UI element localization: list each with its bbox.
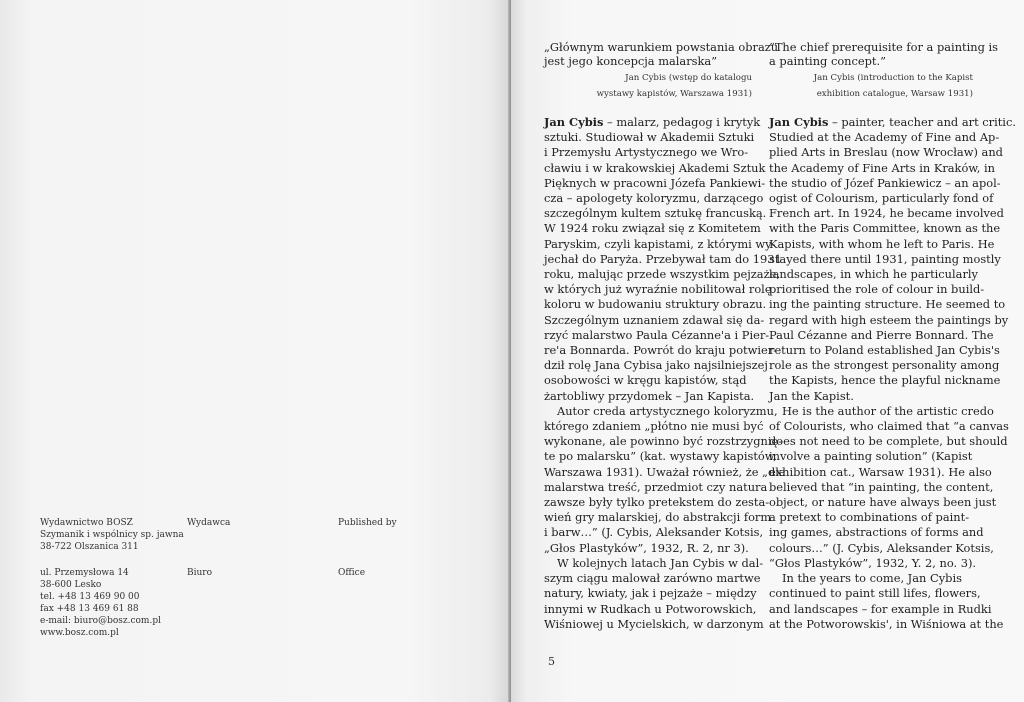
english-epigraph-source xyxy=(769,70,973,102)
text-line: Paul Cézanne and Pierre Bonnard. The xyxy=(769,327,994,342)
text-line: szym ciągu malował zarówno martwe xyxy=(544,571,761,586)
imprint-line: www.bosz.com.pl xyxy=(40,628,119,638)
text-line: ing games, abstractions of forms and xyxy=(769,525,984,540)
imprint-line: fax +48 13 469 61 88 xyxy=(40,604,139,614)
imprint-line: Szymanik i wspólnicy sp. jawna xyxy=(40,530,184,540)
imprint-line: 38-722 Olszanica 311 xyxy=(40,542,139,552)
text-line: jechał do Paryża. Przebywał tam do 1931 xyxy=(544,251,782,266)
polish-epigraph-source xyxy=(544,70,752,102)
text-line: W kolejnych latach Jan Cybis w dal- xyxy=(557,555,764,570)
text-line: of Colourists, who claimed that “a canvas xyxy=(769,419,1009,434)
text-line: wień gry malarskiej, do abstrakcji form xyxy=(544,510,772,525)
text-line: koloru w budowaniu struktury obrazu. xyxy=(544,297,767,312)
text-line: dził rolę Jana Cybisa jako najsilniejszej xyxy=(544,358,768,373)
text-line: W 1924 roku związał się z Komitetem xyxy=(544,221,761,236)
text-line: Kapists, with whom he left to Paris. He xyxy=(769,236,995,251)
author-name: Jan Cybis xyxy=(769,115,829,129)
source-line: Jan Cybis (introduction to the Kapist xyxy=(813,73,973,83)
right-page xyxy=(511,0,1024,702)
text-line: Paryskim, czyli kapistami, z którymi wy- xyxy=(544,236,776,251)
imprint-line: e-mail: biuro@bosz.com.pl xyxy=(40,616,161,626)
text-line: involve a painting solution” (Kapist xyxy=(769,449,973,464)
text-line: roku, malując przede wszystkim pejzaże, xyxy=(544,267,780,282)
text-line: i Przemysłu Artystycznego we Wro- xyxy=(544,145,749,160)
polish-column xyxy=(544,115,786,632)
text-line: innymi w Rudkach u Potworowskich, xyxy=(544,601,757,616)
epigraph-line: „Głównym warunkiem powstania obrazu xyxy=(544,40,779,54)
text-line: Studied at the Academy of Fine and Ap- xyxy=(769,130,1000,145)
text-line: with the Paris Committee, known as the xyxy=(769,221,1001,236)
text-line: the Kapists, hence the playful nickname xyxy=(769,373,1001,388)
text-line: regard with high esteem the paintings by xyxy=(769,312,1009,327)
text-line: He is the author of the artistic credo xyxy=(782,403,994,418)
text-line: i barw…” (J. Cybis, Aleksander Kotsis, xyxy=(544,525,764,540)
text-line: żartobliwy przydomek – Jan Kapista. xyxy=(544,388,755,403)
imprint-line: ul. Przemysłowa 14 xyxy=(40,568,129,578)
epigraph-line: a painting concept.” xyxy=(769,54,886,69)
polish-epigraph xyxy=(544,40,778,69)
text-line: and landscapes – for example in Rudki xyxy=(769,601,992,616)
text-line: landscapes, in which he particularly xyxy=(769,267,978,282)
imprint-line: tel. +48 13 469 90 00 xyxy=(40,592,140,602)
text-line: Autor creda artystycznego koloryzmu, xyxy=(557,403,778,418)
text-fragment: – painter, teacher and art critic. xyxy=(828,115,1016,129)
text-line: “Głos Plastyków”, 1932, Y. 2, no. 3). xyxy=(769,555,977,570)
label-published-by: Published by xyxy=(338,518,397,528)
epigraph-line: jest jego koncepcja malarska” xyxy=(544,54,718,69)
text-line: French art. In 1924, he became involved xyxy=(769,206,1004,221)
text-fragment: – malarz, pedagog i krytyk xyxy=(603,115,761,129)
text-line: ogist of Colourism, particularly fond of xyxy=(769,191,994,206)
text-line: colours…” (J. Cybis, Aleksander Kotsis, xyxy=(769,540,994,555)
left-page xyxy=(0,0,510,702)
text-line: wykonane, ale powinno być rozstrzygnię- xyxy=(544,434,783,449)
text-line: ing the painting structure. He seemed to xyxy=(769,297,1006,312)
text-line: szczególnym kultem sztukę francuską. xyxy=(544,206,767,221)
text-line: continued to paint still lifes, flowers, xyxy=(769,586,981,601)
label-biuro: Biuro xyxy=(187,568,213,578)
label-office: Office xyxy=(338,568,366,578)
text-line: natury, kwiaty, jak i pejzaże – między xyxy=(544,586,757,601)
text-line: osobowości w kręgu kapistów, stąd xyxy=(544,373,747,388)
address-block xyxy=(40,567,161,639)
text-line xyxy=(544,115,786,130)
text-line xyxy=(769,115,1016,130)
text-line: Pięknych w pracowni Józefa Pankiewi- xyxy=(544,175,766,190)
text-line: return to Poland established Jan Cybis's xyxy=(769,343,1000,358)
text-line: sztuki. Studiował w Akademii Sztuki xyxy=(544,130,755,145)
text-line: a pretext to combinations of paint- xyxy=(769,510,970,525)
imprint-line: Wydawnictwo BOSZ xyxy=(40,518,133,528)
source-line: wystawy kapistów, Warszawa 1931) xyxy=(596,89,752,99)
text-line: stayed there until 1931, painting mostly xyxy=(769,251,1001,266)
text-line: malarstwa treść, przedmiot czy natura xyxy=(544,479,768,494)
text-line: re'a Bonnarda. Powrót do kraju potwier- xyxy=(544,343,778,358)
text-line: te po malarsku” (kat. wystawy kapistów, xyxy=(544,449,777,464)
text-line: does not need to be complete, but should xyxy=(769,434,1008,449)
text-line: którego zdaniem „płótno nie musi być xyxy=(544,419,764,434)
source-line: exhibition catalogue, Warsaw 1931) xyxy=(816,89,973,99)
text-line: Szczególnym uznaniem zdawał się da- xyxy=(544,312,765,327)
text-line: the Academy of Fine Arts in Kraków, in xyxy=(769,160,995,175)
label-wydawca: Wydawca xyxy=(187,518,231,528)
epigraph-line: “The chief prerequisite for a painting is xyxy=(769,40,998,54)
text-line: „Głos Plastyków”, 1932, R. 2, nr 3). xyxy=(544,540,749,555)
text-line: object, or nature have always been just xyxy=(769,495,997,510)
english-epigraph xyxy=(769,40,998,69)
text-line: at the Potworowskis', in Wiśniowa at the xyxy=(769,616,1004,631)
text-line: prioritised the role of colour in build- xyxy=(769,282,985,297)
text-line: rzyć malarstwo Paula Cézanne'a i Pier- xyxy=(544,327,770,342)
imprint-line: 38-600 Lesko xyxy=(40,580,102,590)
text-line: Warszawa 1931). Uważał również, że „dla xyxy=(544,464,786,479)
text-line: exhibition cat., Warsaw 1931). He also xyxy=(769,464,992,479)
text-line: In the years to come, Jan Cybis xyxy=(782,571,962,586)
author-name: Jan Cybis xyxy=(544,115,604,129)
text-line: role as the strongest personality among xyxy=(769,358,1000,373)
text-line: plied Arts in Breslau (now Wrocław) and xyxy=(769,145,1003,160)
text-line: cza – apologety koloryzmu, darzącego xyxy=(544,191,764,206)
text-line: cławiu i w krakowskiej Akademi Sztuk xyxy=(544,160,766,175)
text-line: zawsze były tylko pretekstem do zesta- xyxy=(544,495,770,510)
english-column xyxy=(769,115,1016,632)
page-number: 5 xyxy=(548,655,555,668)
publisher-block xyxy=(40,517,184,553)
source-line: Jan Cybis (wstęp do katalogu xyxy=(625,73,752,83)
text-line: believed that “in painting, the content, xyxy=(769,479,994,494)
text-line: Wiśniowej u Mycielskich, w darzonym xyxy=(544,616,764,631)
text-line: the studio of Józef Pankiewicz – an apol- xyxy=(769,175,1001,190)
text-line: Jan the Kapist. xyxy=(769,388,854,403)
text-line: w których już wyraźnie nobilitował rolę xyxy=(544,282,772,297)
